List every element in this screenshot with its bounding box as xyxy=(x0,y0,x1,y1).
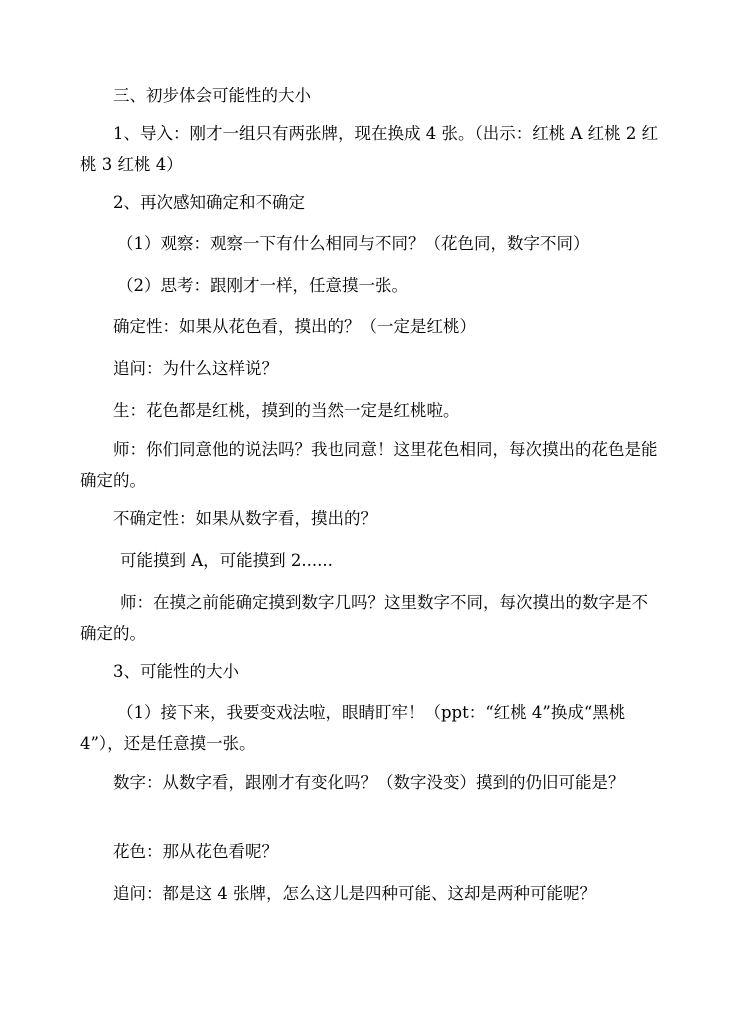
paragraph-possible-draws: 可能摸到 A，可能摸到 2...... xyxy=(120,551,333,570)
paragraph-teacher-agree: 师：你们同意他的说法吗？我也同意！这里花色相同，每次摸出的花色是能确定的。 xyxy=(80,440,658,490)
paragraph-certainty: 确定性：如果从花色看，摸出的？（一定是红桃） xyxy=(113,317,476,336)
paragraph-observe: （1）观察：观察一下有什么相同与不同？（花色同，数字不同） xyxy=(117,234,590,253)
subheading-size: 3、可能性的大小 xyxy=(113,662,239,681)
paragraph-magic-trick: （1）接下来，我要变戏法啦，眼睛盯牢！（ppt：“红桃 4”换成“黑桃 4”），还是任意摸一张。 xyxy=(80,703,626,753)
paragraph-intro: 1、导入：刚才一组只有两张牌，现在换成 4 张。（出示：红桃 A 红桃 2 红桃 3 红桃 4） xyxy=(80,124,659,174)
section-heading: 三、初步体会可能性的大小 xyxy=(113,86,311,105)
paragraph-followup-why-two: 追问：都是这 4 张牌，怎么这儿是四种可能、这却是两种可能呢？ xyxy=(113,884,596,903)
paragraph-followup-why: 追问：为什么这样说？ xyxy=(113,359,278,378)
subheading-perceive: 2、再次感知确定和不确定 xyxy=(113,193,305,212)
paragraph-suit-view: 花色：那从花色看呢？ xyxy=(113,842,278,861)
paragraph-number-view: 数字：从数字看，跟刚才有变化吗？（数字没变）摸到的仍旧可能是？ xyxy=(113,773,625,792)
paragraph-think: （2）思考：跟刚才一样，任意摸一张。 xyxy=(117,276,408,295)
paragraph-uncertainty: 不确定性：如果从数字看，摸出的？ xyxy=(113,509,377,528)
paragraph-teacher-uncertain: 师：在摸之前能确定摸到数字几吗？这里数字不同，每次摸出的数字是不确定的。 xyxy=(80,593,648,643)
paragraph-student-answer: 生：花色都是红桃，摸到的当然一定是红桃啦。 xyxy=(113,401,460,420)
